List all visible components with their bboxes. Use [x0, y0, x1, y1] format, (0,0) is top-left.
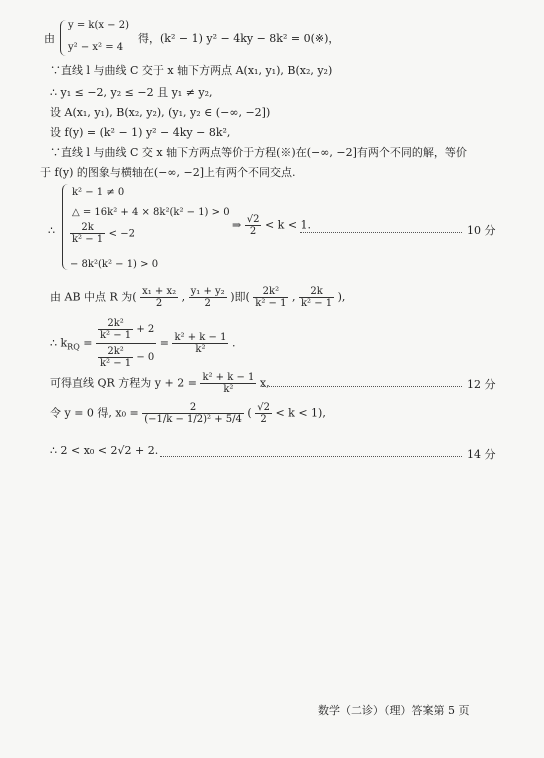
x0-text-a: 令 y = 0 得, x₀ =: [50, 406, 139, 420]
mid-f3-num: 2k²: [253, 286, 288, 298]
system-eq-2: y² − x² = 4: [68, 42, 124, 53]
mid-text-c: ),: [337, 290, 346, 304]
qr-equation: [50, 372, 270, 395]
leader-dots-12: [262, 386, 462, 387]
line-equivalence-1: ∵直线 l 与曲线 C 交 x 轴下方两点等价于方程(※)在(−∞, −2]有两个不同的解，等价: [50, 146, 467, 159]
cond-1: k² − 1 ≠ 0: [72, 187, 125, 198]
result-den: 2: [249, 226, 257, 237]
krq-eq: =: [83, 336, 93, 350]
krq-end: .: [231, 336, 236, 350]
mid-comma-2: ,: [291, 290, 296, 304]
krq-num-b: k² − 1: [99, 330, 132, 341]
mid-text-a: 由 AB 中点 R 为(: [50, 290, 137, 304]
krq-num-a: 2k²: [98, 318, 133, 330]
line-intersect: ∵直线 l 与曲线 C 交于 x 轴下方两点 A(x₁, y₁), B(x₂, y₂): [50, 64, 333, 77]
system-eq-1: y = k(x − 2): [68, 20, 129, 31]
x0-text-b: (: [247, 406, 252, 420]
line-define-f: 设 f(y) = (k² − 1) y² − 4ky − 8k²,: [50, 126, 231, 139]
krq-den-c: − 0: [136, 352, 155, 363]
final-result: ∴ 2 < x₀ < 2√2 + 2.: [50, 444, 159, 457]
score-12: 12 分: [467, 378, 496, 391]
krq-res-den: k²: [195, 344, 206, 355]
mid-f1-den: 2: [155, 298, 163, 309]
score-10: 10 分: [467, 224, 496, 237]
qr-den: k²: [223, 384, 234, 395]
quadratic-result: 得，(k² − 1) y² − 4ky − 8k² = 0(※)，: [138, 32, 340, 45]
krq-res-num: k² + k − 1: [174, 332, 227, 343]
cond-3-num: 2k: [70, 222, 105, 234]
qr-text-a: 可得直线 QR 方程为 y + 2 =: [50, 376, 197, 390]
qr-text-b: x,: [259, 376, 270, 390]
mid-text-b: )即(: [230, 290, 250, 304]
x0-frac-den: 2: [260, 414, 267, 425]
mid-f3-den: k² − 1: [255, 298, 287, 309]
cond-3-den: k² − 1: [72, 234, 104, 245]
system-result: [232, 214, 311, 237]
mid-f2-num: y₁ + y₂: [190, 286, 225, 297]
mid-f4-den: k² − 1: [300, 298, 333, 309]
result-num: √2: [246, 214, 260, 225]
krq-den-a: 2k²: [98, 346, 133, 358]
mid-comma: ,: [181, 290, 186, 304]
line-set-points: 设 A(x₁, y₁), B(x₂, y₂), (y₁, y₂ ∈ (−∞, −2]): [50, 106, 271, 119]
system-brace-2: [62, 184, 69, 270]
system-brace-1: [60, 20, 67, 56]
implies-sym: ⇒: [232, 218, 242, 232]
x0-text-c: < k < 1),: [275, 406, 326, 420]
mid-f4-num: 2k: [299, 286, 334, 298]
cond-4: − 8k²(k² − 1) > 0: [70, 259, 159, 270]
line-y-conditions: ∴ y₁ ≤ −2, y₂ ≤ −2 且 y₁ ≠ y₂,: [50, 86, 213, 99]
krq-eq2: =: [159, 336, 169, 350]
therefore-sym: ∴: [48, 224, 55, 237]
leader-dots-14: [160, 456, 462, 457]
qr-num: k² + k − 1: [202, 372, 255, 383]
krq-compound-frac: [96, 318, 156, 369]
krq-lead: ∴ k: [50, 336, 68, 350]
mid-f1-num: x₁ + x₂: [142, 286, 177, 297]
x0-num: 2: [142, 402, 244, 414]
line-equivalence-2: 于 f(y) 的图象与横轴在(−∞, −2]上有两个不同交点.: [40, 166, 296, 179]
score-14: 14 分: [467, 448, 496, 461]
page-footer: 数学（二诊）（理）答案第 5 页: [318, 704, 470, 717]
cond-3: [70, 222, 135, 245]
midpoint-line: [50, 286, 345, 309]
result-range: < k < 1.: [264, 218, 312, 232]
krq-sub: RQ: [67, 342, 80, 352]
x0-frac-num: √2: [257, 402, 270, 413]
text-you: 由: [44, 32, 55, 45]
leader-dots-10: [300, 232, 462, 233]
x0-expression: [50, 402, 326, 425]
mid-f2-den: 2: [204, 298, 211, 309]
slope-krq: [50, 318, 235, 369]
cond-3-rel: < −2: [108, 228, 135, 240]
cond-2: △ = 16k² + 4 × 8k²(k² − 1) > 0: [72, 207, 230, 218]
krq-den-b: k² − 1: [99, 358, 132, 369]
krq-num-c: + 2: [136, 324, 155, 335]
x0-den: (−1/k − 1/2)² + 5/4: [144, 414, 242, 425]
